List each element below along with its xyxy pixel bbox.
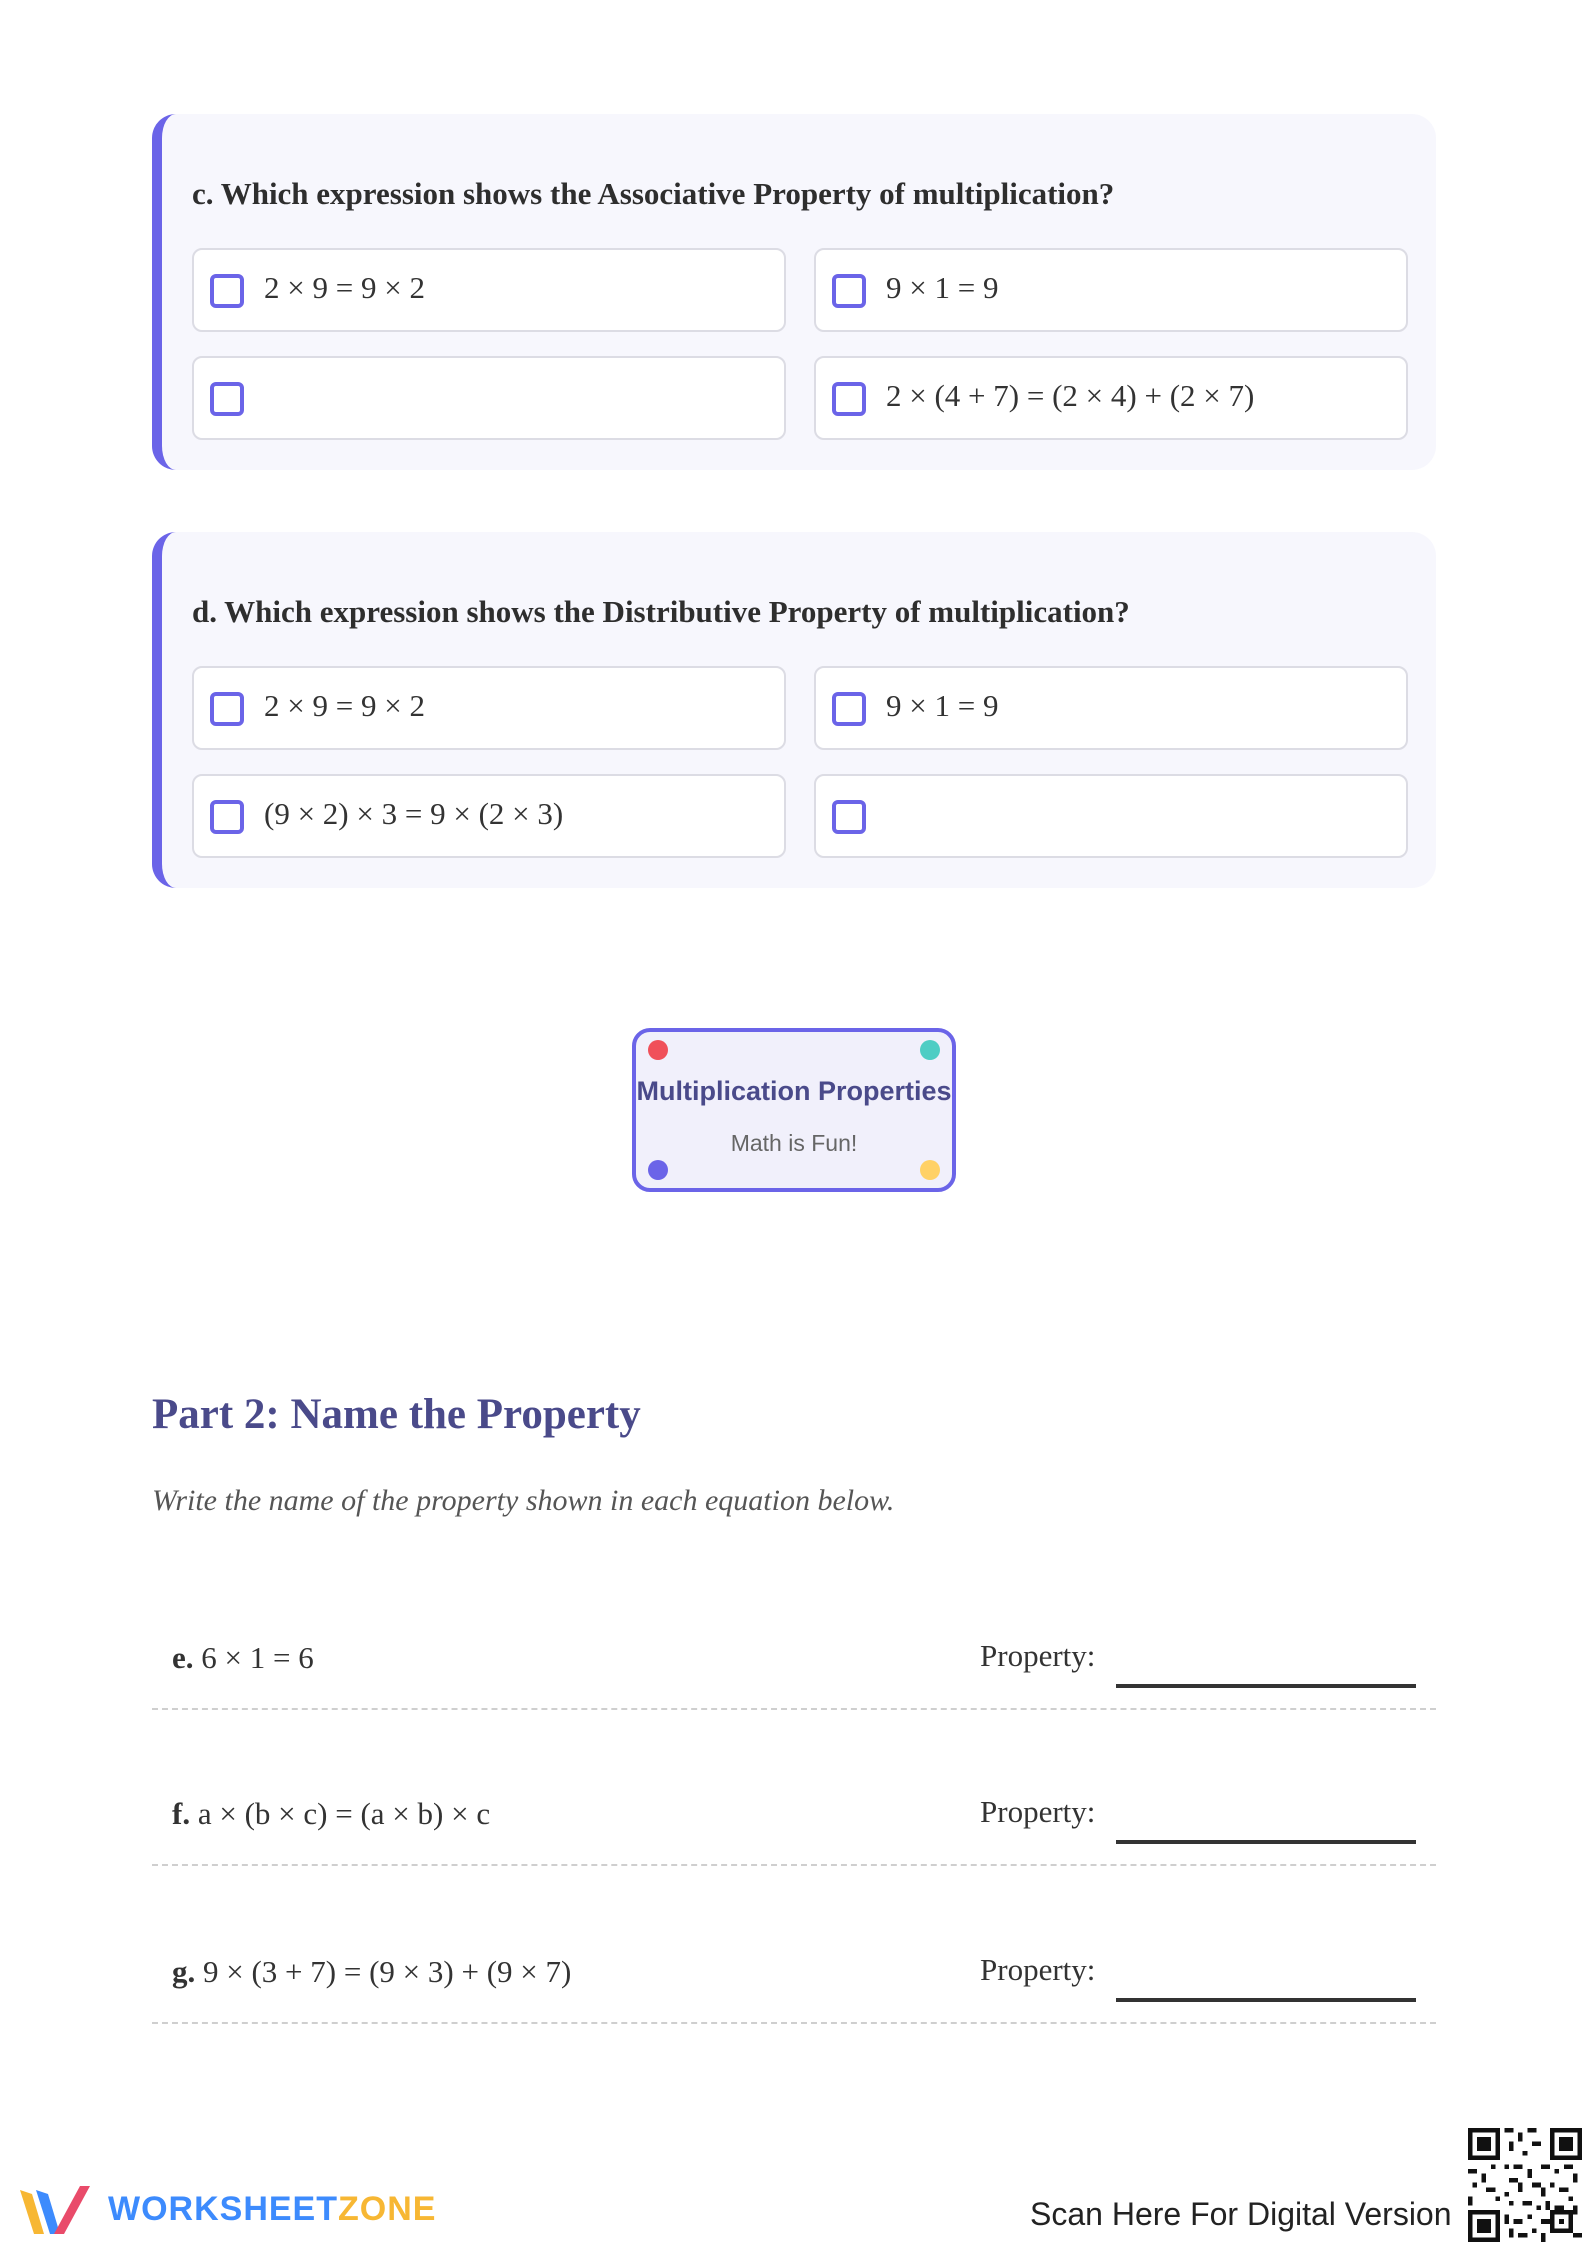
- answer-line[interactable]: [1116, 1998, 1416, 2002]
- checkbox[interactable]: [210, 692, 244, 726]
- option-text: 2 × 9 = 9 × 2: [264, 688, 425, 723]
- qr-code-icon[interactable]: [1468, 2128, 1582, 2242]
- answer-line[interactable]: [1116, 1684, 1416, 1688]
- property-label: Property:: [980, 1952, 1096, 1987]
- answer-option[interactable]: [814, 666, 1408, 750]
- answer-option[interactable]: [192, 774, 786, 858]
- checkbox[interactable]: [832, 800, 866, 834]
- answer-option[interactable]: [192, 248, 786, 332]
- worksheetzone-logo[interactable]: [18, 2180, 438, 2240]
- answer-option[interactable]: [814, 774, 1408, 858]
- option-text: 9 × 1 = 9: [886, 688, 999, 723]
- yellow-dot-icon: [920, 1160, 940, 1180]
- sticker-title: Multiplication Properties: [636, 1076, 952, 1106]
- property-row-f: [152, 1756, 1436, 1866]
- answer-line[interactable]: [1116, 1840, 1416, 1844]
- question-card-c: [152, 114, 1436, 470]
- answer-option[interactable]: [192, 356, 786, 440]
- item-letter: e.: [172, 1640, 194, 1675]
- checkbox[interactable]: [832, 274, 866, 308]
- property-label: Property:: [980, 1638, 1096, 1673]
- option-text: 2 × 9 = 9 × 2: [264, 270, 425, 305]
- multiplication-properties-sticker: [632, 1028, 956, 1192]
- question-card-d: [152, 532, 1436, 888]
- scan-text: Scan Here For Digital Version: [1030, 2196, 1452, 2232]
- property-row-g: [152, 1914, 1436, 2024]
- answer-option[interactable]: [814, 248, 1408, 332]
- checkbox[interactable]: [832, 382, 866, 416]
- checkbox[interactable]: [832, 692, 866, 726]
- purple-dot-icon: [648, 1160, 668, 1180]
- equation-text: a × (b × c) = (a × b) × c: [197, 1796, 491, 1831]
- logo-text: [108, 2190, 436, 2229]
- section-instruction: Write the name of the property shown in each equation below.: [152, 1484, 895, 1517]
- equation: [172, 1796, 490, 1832]
- option-text: (9 × 2) × 3 = 9 × (2 × 3): [264, 796, 564, 831]
- equation-text: 6 × 1 = 6: [201, 1640, 314, 1675]
- option-text: 9 × 1 = 9: [886, 270, 999, 305]
- checkbox[interactable]: [210, 800, 244, 834]
- question-title: d. Which expression shows the Distributive Property of multiplication?: [192, 594, 1130, 629]
- logo-text-worksheet: WORKSHEET: [108, 2190, 338, 2228]
- logo-text-zone: ZONE: [338, 2190, 437, 2228]
- red-dot-icon: [648, 1040, 668, 1060]
- option-text: 2 × (4 + 7) = (2 × 4) + (2 × 7): [886, 378, 1255, 413]
- property-label: Property:: [980, 1794, 1096, 1829]
- teal-dot-icon: [920, 1040, 940, 1060]
- property-row-e: [152, 1600, 1436, 1710]
- item-letter: g.: [172, 1954, 196, 1989]
- section-title: Part 2: Name the Property: [152, 1391, 641, 1438]
- worksheetzone-logo-icon: [18, 2180, 94, 2240]
- checkbox[interactable]: [210, 274, 244, 308]
- question-title: c. Which expression shows the Associative Property of multiplication?: [192, 176, 1115, 211]
- equation: [172, 1954, 571, 1990]
- equation: [172, 1640, 314, 1676]
- checkbox[interactable]: [210, 382, 244, 416]
- sticker-subtitle: Math is Fun!: [730, 1130, 858, 1156]
- item-letter: f.: [172, 1796, 191, 1831]
- answer-option[interactable]: [814, 356, 1408, 440]
- equation-text: 9 × (3 + 7) = (9 × 3) + (9 × 7): [203, 1954, 572, 1989]
- answer-option[interactable]: [192, 666, 786, 750]
